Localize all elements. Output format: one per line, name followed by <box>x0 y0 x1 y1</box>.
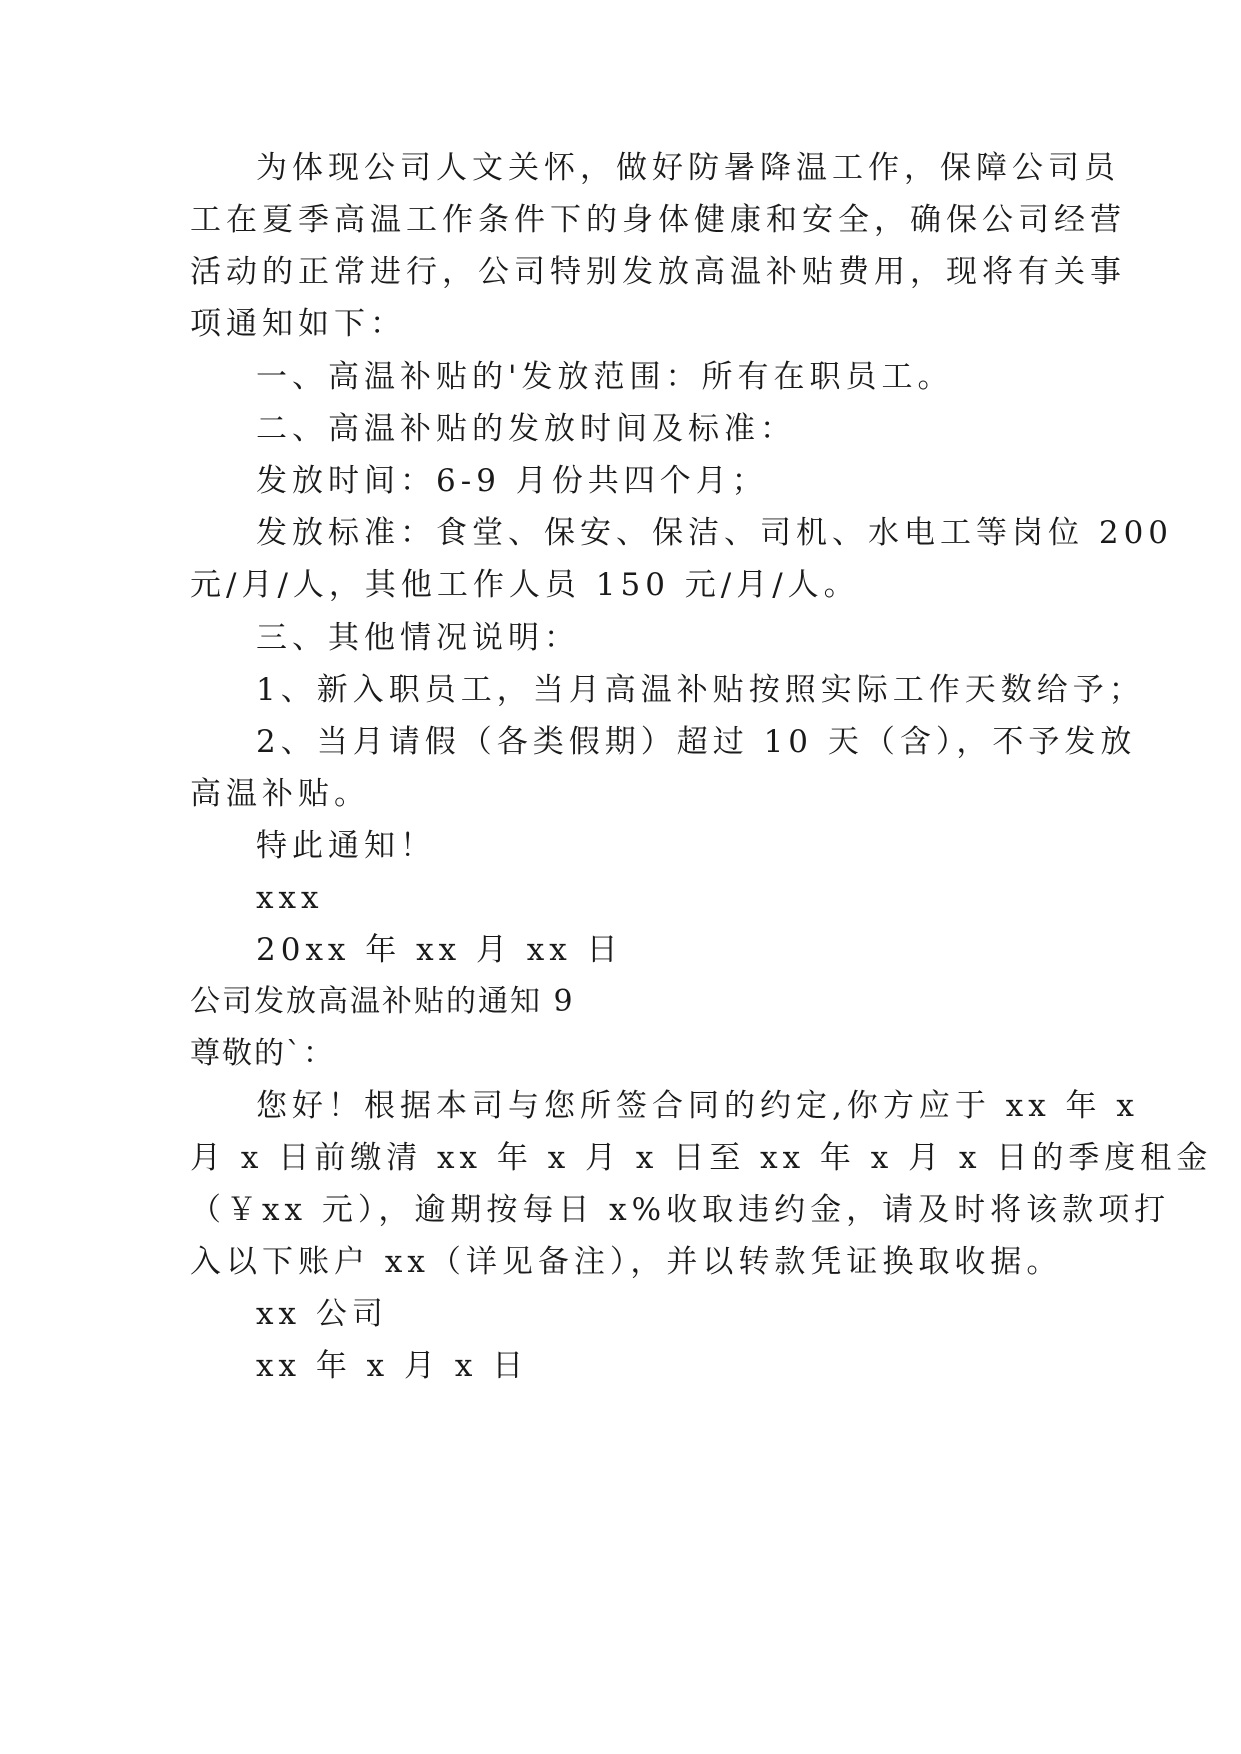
standard-line-1: 发放标准：食堂、保安、保洁、司机、水电工等岗位 200 <box>256 515 1174 551</box>
signer: xxx <box>256 880 324 916</box>
company: xx 公司 <box>256 1296 388 1332</box>
letter-date: xx 年 x 月 x 日 <box>256 1348 529 1384</box>
closing: 特此通知！ <box>256 828 436 864</box>
item-2-line-1: 2、当月请假（各类假期）超过 10 天（含），不予发放 <box>256 724 1137 760</box>
time-standard-heading: 二、高温补贴的发放时间及标准： <box>256 411 796 447</box>
letter-body-line-1: 您好！根据本司与您所签合同的约定,你方应于 xx 年 x <box>256 1088 1139 1124</box>
time-line: 发放时间：6-9 月份共四个月； <box>256 463 768 499</box>
intro-line-3: 活动的正常进行，公司特别发放高温补贴费用，现将有关事 <box>190 254 1126 290</box>
item-1: 1、新入职员工，当月高温补贴按照实际工作天数给予； <box>256 672 1145 708</box>
notice-date: 20xx 年 xx 月 xx 日 <box>256 932 623 968</box>
letter-body-line-2: 月 x 日前缴清 xx 年 x 月 x 日至 xx 年 x 月 x 日的季度租金 <box>190 1140 1213 1176</box>
letter-title: 公司发放高温补贴的通知 9 <box>190 984 575 1019</box>
salutation: 尊敬的`： <box>190 1036 335 1071</box>
other-heading: 三、其他情况说明： <box>256 620 580 656</box>
letter-body-line-3: （￥xx 元），逾期按每日 x%收取违约金，请及时将该款项打 <box>190 1192 1171 1228</box>
intro-line-1: 为体现公司人文关怀，做好防暑降温工作，保障公司员 <box>256 150 1120 186</box>
scope-line: 一、高温补贴的'发放范围：所有在职员工。 <box>256 359 954 395</box>
intro-line-2: 工在夏季高温工作条件下的身体健康和安全，确保公司经营 <box>190 202 1126 238</box>
item-2-line-2: 高温补贴。 <box>190 776 370 812</box>
intro-line-4: 项通知如下： <box>190 306 406 342</box>
standard-line-2: 元/月/人，其他工作人员 150 元/月/人。 <box>190 567 860 603</box>
letter-body-line-4: 入以下账户 xx（详见备注），并以转款凭证换取收据。 <box>190 1244 1063 1280</box>
